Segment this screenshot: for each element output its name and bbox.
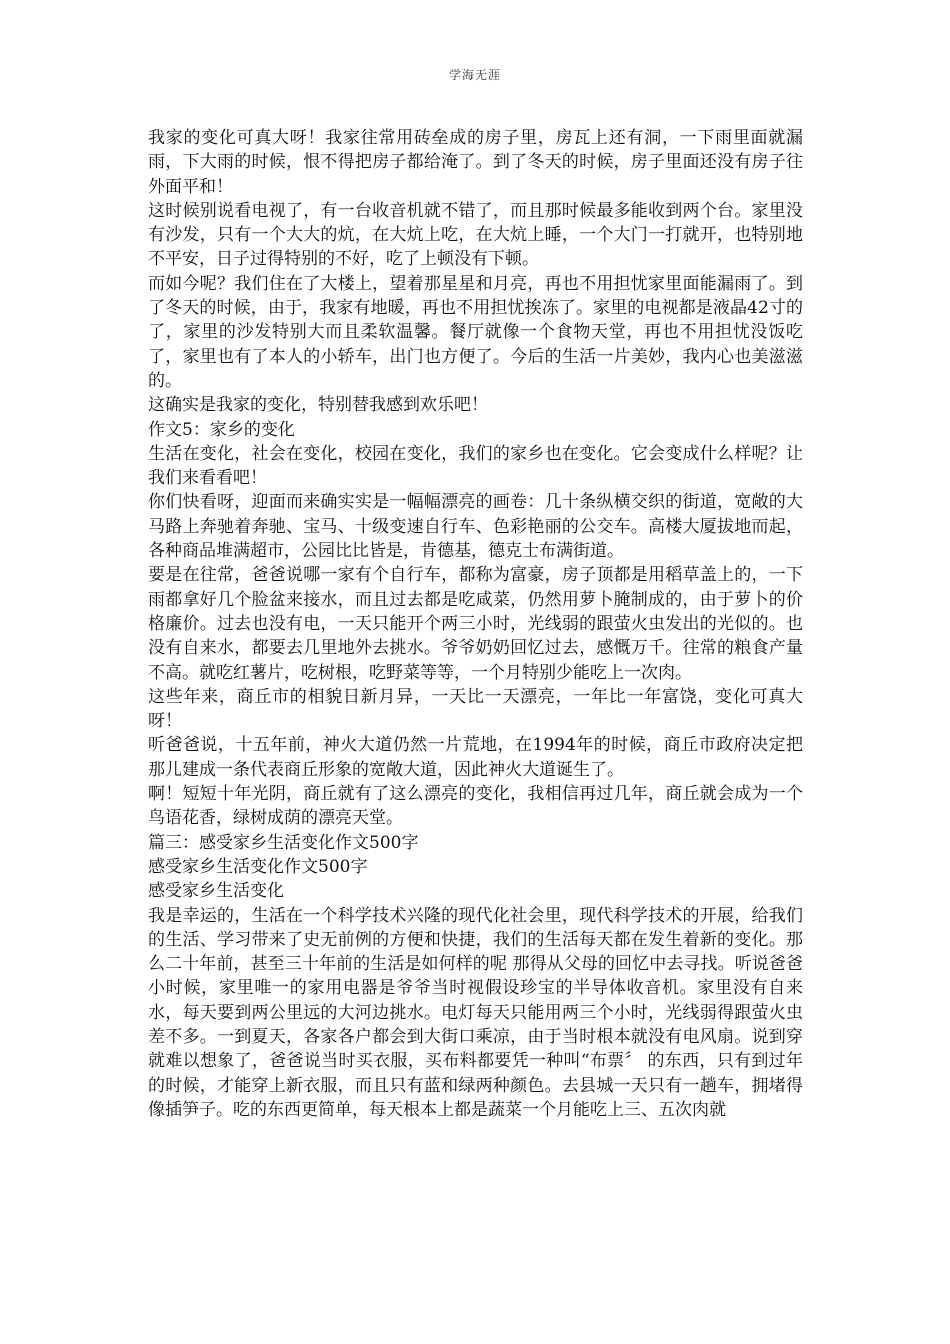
paragraph: 而如今呢？我们住在了大楼上，望着那星星和月亮，再也不用担忧家里面能漏雨了。到了冬天的时候，由于，我家有地暖，再也不用担忧挨冻了。家里的电视都是液晶42寸的了，家里的沙发特别大而且柔软温馨。餐厅就像一个食物天堂，再也不用担忧没饭吃了，家里也有了本人的小轿车，出门也方便了。今后的生活一片美妙，我内心也美滋滋的。 [148, 273, 803, 391]
paragraph: 我是幸运的，生活在一个科学技术兴隆的现代化社会里，现代科学技术的开展，给我们的生活、学习带来了史无前例的方便和快捷，我们的生活每天都在发生着新的变化。那么二十年前，甚至三十年前的生活是如何样的呢 那得从父母的回忆中去寻找。听说爸爸小时候，家里唯一的家用电器是爷爷当时视假设珍宝的半导体收音机。家里没有自来水，每天要到两公里远的大河边挑水。电灯每天只能用两三个小时，光线弱得跟萤火虫差不多。一到夏天，各家各户都会到大街口乘凉，由于当时根本就没有电风扇。说到穿就难以想象了，爸爸说当时买衣服，买布料都要凭一种叫“布票〞 的东西，只有到过年的时候，才能穿上新衣服，而且只有蓝和绿两种颜色。去县城一天只有一趟车，拥堵得像插笋子。吃的东西更简单，每天根本上都是蔬菜一个月能吃上三、五次肉就 [148, 905, 803, 1120]
paragraph: 生活在变化，社会在变化，校园在变化，我们的家乡也在变化。它会变成什么样呢？让我们来看看吧！ [148, 443, 803, 489]
section-heading: 篇三：感受家乡生活变化作文500字 [148, 832, 419, 853]
section-subheading: 感受家乡生活变化作文500字 [148, 856, 368, 877]
paragraph: 听爸爸说，十五年前，神火大道仍然一片荒地，在1994年的时候，商丘市政府决定把那儿建成一条代表商丘形象的宽敞大道，因此神火大道诞生了。 [148, 735, 803, 780]
section-subheading: 感受家乡生活变化 [148, 881, 284, 902]
paragraph: 要是在往常，爸爸说哪一家有个自行车，都称为富豪，房子顶都是用稻草盖上的，一下雨都拿好几个脸盆来接水，而且过去都是吃咸菜，仍然用萝卜腌制成的，由于萝卜的价格廉价。过去也没有电，一天只能开个两三小时，光线弱的跟萤火虫发出的光似的。也没有自来水，都要去几里地外去挑水。爷爷奶奶回忆过去，感慨万千。往常的粮食产量不高。就吃红薯片，吃树根，吃野菜等等，一个月特别少能吃上一次肉。 [148, 565, 803, 683]
page-header: 学海无涯 [448, 68, 501, 82]
paragraph: 我家的变化可真大呀！我家往常用砖垒成的房子里，房瓦上还有洞，一下雨里面就漏雨，下大雨的时候，恨不得把房子都给淹了。到了冬天的时候，房子里面还没有房子往外面平和！ [148, 128, 803, 197]
document-body [148, 126, 803, 1122]
section-heading: 作文5：家乡的变化 [148, 419, 295, 440]
paragraph: 这确实是我家的变化，特别替我感到欢乐吧！ [148, 395, 488, 416]
paragraph: 你们快看呀，迎面而来确实实是一幅幅漂亮的画卷：几十条纵横交织的街道，宽敞的大马路上奔驰着奔驰、宝马、十级变速自行车、色彩艳丽的公交车。高楼大厦拔地而起，各种商品堆满超市，公园比比皆是，肯德基，德克士布满街道。 [148, 492, 803, 562]
paragraph: 这时候别说看电视了，有一台收音机就不错了，而且那时候最多能收到两个台。家里没有沙发，只有一个大大的炕，在大炕上吃，在大炕上睡，一个大门一打就开，也特别地不平安，日子过得特别的不好，吃了上顿没有下顿。 [148, 200, 803, 270]
paragraph: 这些年来，商丘市的相貌日新月异，一天比一天漂亮，一年比一年富饶，变化可真大呀！ [148, 686, 803, 732]
paragraph: 啊！短短十年光阴，商丘就有了这么漂亮的变化，我相信再过几年，商丘就会成为一个鸟语花香，绿树成荫的漂亮天堂。 [148, 784, 803, 829]
